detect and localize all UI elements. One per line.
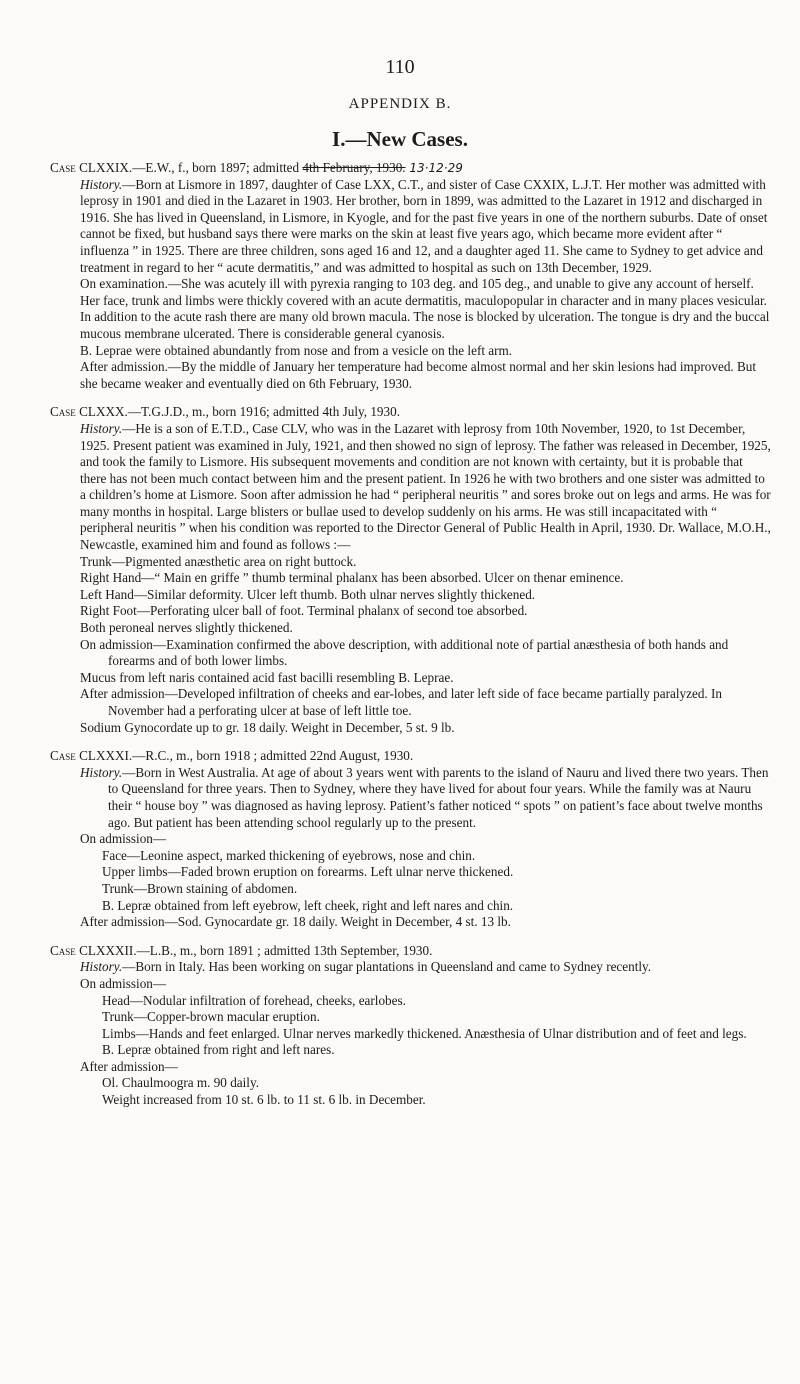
paragraph-text: On admission—	[80, 975, 167, 991]
case-paragraph	[50, 570, 772, 587]
case-admission-info: —R.C., m., born 1918 ; admitted 22nd August, 1930.	[132, 748, 414, 764]
paragraph-text: On admission—	[80, 831, 167, 847]
case-paragraph	[50, 720, 772, 737]
paragraph-text: After admission—	[80, 1058, 178, 1074]
paragraph-text: Limbs—Hands and feet enlarged. Ulnar nerves markedly thickened. Anæsthesia of Ulnar distribution and of feet and legs.	[102, 1025, 747, 1041]
paragraph-text: After admission—Developed infiltration of cheeks and ear-lobes, and later left side of face became partially paralyzed. In November had a perforating ulcer at base of left little toe.	[80, 686, 722, 718]
case-label: Case CLXXX.	[50, 404, 128, 420]
case-paragraph	[50, 914, 772, 931]
paragraph-text: On admission—Examination confirmed the above description, with additional note of partial anæsthesia of both hands and forearms and of both lower limbs.	[80, 636, 729, 669]
paragraph-text: Face—Leonine aspect, marked thickening of eyebrows, nose and chin.	[102, 847, 476, 863]
case-paragraph	[50, 993, 772, 1010]
document-body	[50, 160, 772, 1121]
paragraph-text: Trunk—Pigmented anæsthetic area on right buttock.	[80, 553, 357, 569]
case-admission-info: —L.B., m., born 1891 ; admitted 13th September, 1930.	[136, 942, 433, 958]
case-paragraph	[50, 1026, 772, 1043]
case-paragraph	[50, 1009, 772, 1026]
handwritten-annotation: 13·12·29	[405, 161, 463, 175]
case-paragraph	[50, 343, 772, 360]
case-paragraph	[50, 670, 772, 687]
case-paragraph	[50, 587, 772, 604]
paragraph-text: Right Hand—“ Main en griffe ” thumb terminal phalanx has been absorbed. Ulcer on thenar eminence.	[80, 570, 624, 586]
case-paragraph	[50, 554, 772, 571]
case-paragraph	[50, 1075, 772, 1092]
case-paragraph	[50, 831, 772, 848]
case-label: Case CLXXXI.	[50, 748, 133, 764]
case-paragraph	[50, 765, 772, 831]
case-paragraph	[50, 276, 772, 342]
paragraph-text: —Born in Italy. Has been working on sugar plantations in Queensland and came to Sydney recently.	[122, 959, 652, 975]
case-entry	[50, 160, 772, 392]
case-admission-info: —E.W., f., born 1897; admitted	[132, 160, 303, 175]
paragraph-text: After admission—Sod. Gynocardate gr. 18 daily. Weight in December, 4 st. 13 lb.	[80, 914, 511, 930]
case-admission-info: —T.G.J.D., m., born 1916; admitted 4th July, 1930.	[127, 404, 400, 420]
paragraph-text: Sodium Gynocordate up to gr. 18 daily. Weight in December, 5 st. 9 lb.	[80, 719, 455, 735]
case-heading	[50, 748, 772, 765]
case-paragraph	[50, 359, 772, 392]
paragraph-text: Mucus from left naris contained acid fast bacilli resembling B. Leprae.	[80, 669, 454, 685]
paragraph-text: —He is a son of E.T.D., Case CLV, who was in the Lazaret with leprosy from 10th November, 1920, to 1st December, 1925. Present patient was examined in July, 1921, and then showed no sign of leprosy. The father was released in December, 1925, and took the family to Lismore. His subsequent movements and condition are not known with certainty, but it is probable that there has not been much contact between him and the present patient. In 1926 he with two brothers and one sister was admitted to a children’s home at Lismore. Soon after admission he had “ peripheral neuritis ” and sores broke out on legs and arms. He was for many months in hospital. Large blisters or bullae used to develop suddenly on his arms. He was still incapacitated with “ peripheral neuritis ” when his condition was reported to the Director General of Public Health in April, 1930. Dr. Wallace, M.O.H., Newcastle, examined him and found as follows :—	[80, 420, 771, 553]
paragraph-label: History.	[80, 420, 123, 436]
case-entry	[50, 748, 772, 931]
paragraph-text: Right Foot—Perforating ulcer ball of foot. Terminal phalanx of second toe absorbed.	[80, 603, 528, 619]
paragraph-text: Weight increased from 10 st. 6 lb. to 11 st. 6 lb. in December.	[102, 1092, 426, 1108]
case-paragraph	[50, 1042, 772, 1059]
paragraph-text: Head—Nodular infiltration of forehead, cheeks, earlobes.	[102, 992, 406, 1008]
case-paragraph	[50, 1059, 772, 1076]
paragraph-text: Trunk—Brown staining of abdomen.	[102, 880, 298, 896]
page-number: 110	[385, 56, 415, 78]
case-paragraph	[50, 1092, 772, 1109]
appendix-title: APPENDIX B.	[348, 96, 452, 112]
paragraph-label: History.	[80, 176, 123, 192]
paragraph-text: Upper limbs—Faded brown eruption on forearms. Left ulnar nerve thickened.	[102, 864, 514, 880]
case-paragraph	[50, 421, 772, 554]
paragraph-text: Both peroneal nerves slightly thickened.	[80, 620, 293, 636]
case-entry	[50, 943, 772, 1109]
case-paragraph	[50, 686, 772, 719]
case-heading	[50, 404, 772, 421]
case-paragraph	[50, 620, 772, 637]
case-paragraph	[50, 898, 772, 915]
case-heading	[50, 943, 772, 960]
case-heading	[50, 160, 772, 177]
paragraph-text: Ol. Chaulmoogra m. 90 daily.	[102, 1075, 260, 1091]
case-paragraph	[50, 864, 772, 881]
paragraph-text: —Born in West Australia. At age of about 3 years went with parents to the island of Nauru and lived there two years. Then to Queensland for three years. Then to Sydney, where they have lived for about four years. While the family was at Nauru their “ house boy ” was diagnosed as having leprosy. Patient’s father noticed “ spots ” on patient’s face about twelve months ago. But patient has been attending school regularly up to the present.	[108, 764, 769, 830]
case-paragraph	[50, 959, 772, 976]
paragraph-label: History.	[80, 764, 123, 780]
paragraph-text: Left Hand—Similar deformity. Ulcer left thumb. Both ulnar nerves slightly thickened.	[80, 586, 536, 602]
case-paragraph	[50, 976, 772, 993]
paragraph-text: —Born at Lismore in 1897, daughter of Case LXX, C.T., and sister of Case CXXIX, L.J.T. Her mother was admitted with leprosy in 1901 and died in the Lazaret in 1903. Her brother, born in 1899, was admitted to the Lazaret in 1912 and discharged in 1916. She has lived in Queensland, in Lismore, in Kyogle, and for the past five years in one of the northern suburbs. Date of onset cannot be fixed, but husband says there were marks on the skin at least five years ago, which became more evident after “ influenza ” in 1925. There are three children, sons aged 16 and 12, and a daughter aged 11. She came to Sydney to get advice and treatment in regard to her “ acute dermatitis,” and was admitted to hospital as such on 13th December, 1929.	[80, 176, 768, 275]
case-paragraph	[50, 848, 772, 865]
case-paragraph	[50, 637, 772, 670]
paragraph-text: After admission.—By the middle of January her temperature had become almost normal and her skin lesions had improved. But she became weaker and eventually died on 6th February, 1930.	[80, 359, 757, 391]
case-paragraph	[50, 177, 772, 277]
case-label: Case CLXXXII.	[50, 942, 137, 958]
struck-through-date: 4th February, 1930.	[302, 160, 406, 175]
section-title: I.—New Cases.	[332, 127, 468, 151]
case-label: Case CLXXIX.	[50, 160, 133, 175]
case-paragraph	[50, 603, 772, 620]
paragraph-text: B. Lepræ obtained from left eyebrow, left cheek, right and left nares and chin.	[102, 897, 514, 913]
paragraph-text: B. Lepræ obtained from right and left nares.	[102, 1042, 335, 1058]
paragraph-text: Trunk—Copper-brown macular eruption.	[102, 1009, 320, 1025]
paragraph-text: B. Leprae were obtained abundantly from nose and from a vesicle on the left arm.	[80, 342, 513, 358]
paragraph-text: On examination.—She was acutely ill with pyrexia ranging to 103 deg. and 105 deg., and unable to give any account of herself. Her face, trunk and limbs were thickly covered with an acute dermatitis, maculopopular in character and in many places vesicular. In addition to the acute rash there are many old brown macula. The nose is blocked by ulceration. The tongue is dry and the buccal mucous membrane ulcerated. There is considerable general cyanosis.	[80, 276, 770, 341]
case-entry	[50, 404, 772, 736]
case-paragraph	[50, 881, 772, 898]
paragraph-label: History.	[80, 959, 123, 975]
